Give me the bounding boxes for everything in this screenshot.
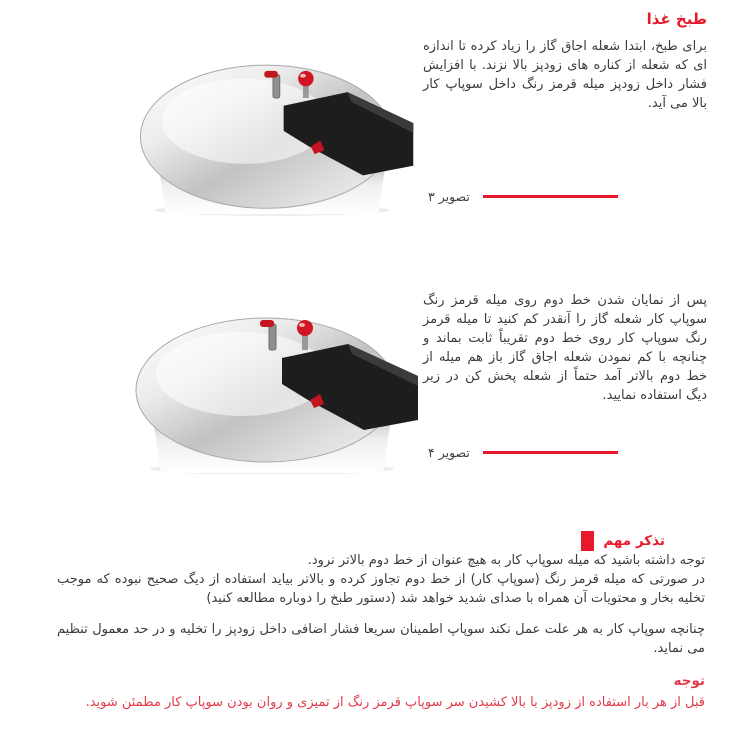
important-note-paragraph-1: در صورتی که میله قرمز رنگ (سوپاپ کار) از خط دوم تجاوز کرده و بالاتر بیاید استفاده از دیگ صحیح نبوده که موجب تخلیه بخار و محتویات آن همراه با صدای شدید خواهد شد (دستور طبخ را دوباره مطالعه کنید): [57, 572, 705, 606]
safety-valve-red-cap-icon: [297, 320, 313, 336]
important-note-line-1: توجه داشته باشید که میله سوپاپ کار به هیچ عنوان از خط دوم بالاتر نرود.: [307, 553, 705, 568]
operating-valve-stem-icon: [273, 75, 280, 98]
operating-valve-stem-icon: [269, 324, 276, 350]
important-note-heading: [581, 531, 665, 551]
figure-4-rule: [483, 451, 618, 454]
operating-valve-red-pin-icon: [264, 71, 278, 78]
figure-4-caption-row: [428, 444, 618, 460]
red-square-marker-icon: [581, 531, 594, 551]
attention-paragraph: قبل از هر بار استفاده از زودپز با بالا کشیدن سر سوپاپ قرمز رنگ از تمیزی و روان بودن سوپاپ کار مطمئن شوید.: [85, 695, 705, 710]
safety-valve-shine: [300, 74, 306, 78]
important-note-paragraph-2: چنانچه سوپاپ کار به هر علت عمل نکند سوپاپ اطمینان سریعا فشار اضافی داخل زودپز را تخلیه و در حد معمول تنظیم می نماید.: [57, 622, 705, 656]
attention-title: توجه: [673, 673, 705, 689]
pressure-cooker-illustration: [126, 38, 420, 216]
bottom-text-block: [57, 551, 705, 712]
pressure-cooker-illustration: [126, 290, 420, 474]
figure-3-rule: [483, 195, 618, 198]
safety-valve-shine: [299, 323, 305, 327]
cooking-paragraph-1: برای طبخ، ابتدا شعله اجاق گاز را زیاد کرده تا اندازه ای که شعله از کناره های زودپز بالا نزند. با افزایش فشار داخل زودپز میله قرمز رنگ داخل سوپاپ کار بالا می آید.: [423, 39, 707, 111]
figure-4-caption: تصویر ۴: [428, 444, 470, 460]
figure-4-pressure-cooker-photo: [126, 290, 420, 474]
page-title: طبخ غذا: [646, 10, 707, 28]
operating-valve-red-pin-icon: [260, 320, 274, 327]
figure-3-caption-row: [428, 188, 618, 204]
figure-3-pressure-cooker-photo: [126, 38, 420, 216]
safety-valve-red-cap-icon: [298, 71, 313, 86]
cooking-paragraph-2: پس از نمایان شدن خط دوم روی میله قرمز رنگ سوپاپ کار شعله گاز را آنقدر کم کنید تا میله قرمز رنگ سوپاپ کار روی خط دوم تقریباً ثابت بماند و چنانچه با کم نمودن شعله اجاق گاز باز هم میله از خط دوم بالاتر آمد حتماً از شعله پخش کن در زیر دیگ استفاده نمایید.: [423, 293, 707, 403]
important-note-title: تذکر مهم: [603, 533, 665, 549]
figure-3-caption: تصویر ۳: [428, 188, 470, 204]
